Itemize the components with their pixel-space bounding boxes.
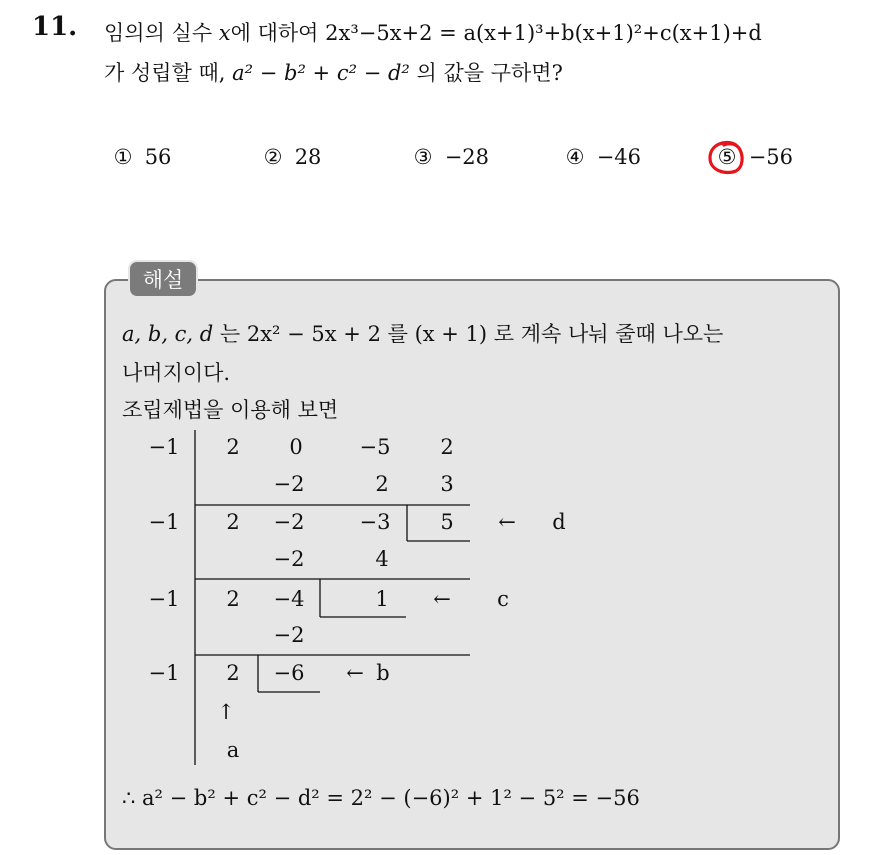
question-intro: 임의의 실수 — [104, 21, 219, 45]
r1-c3: −5 — [359, 435, 391, 459]
r3-c2: −2 — [273, 510, 305, 534]
arrow-b: ← — [346, 661, 364, 685]
arrow-c: ← — [433, 587, 451, 611]
choice-3-number: ③ — [413, 145, 433, 169]
problem-number: 11. — [32, 12, 78, 42]
solution-tab: 해설 — [128, 260, 198, 298]
r3-c4: 5 — [440, 510, 454, 534]
arrow-a: ↑ — [217, 700, 235, 724]
question-prefix: 가 성립할 때, — [104, 61, 233, 85]
question-suffix: 의 값을 구하면? — [409, 61, 563, 85]
question-equation: 2x³−5x+2 = a(x+1)³+b(x+1)²+c(x+1)+d — [325, 21, 762, 45]
r3-c3: −3 — [359, 510, 391, 534]
r2-c3: 2 — [375, 472, 389, 496]
divisor-1: −1 — [148, 435, 180, 459]
divisor-2: −1 — [148, 510, 180, 534]
choice-2-number: ② — [263, 145, 283, 169]
r3-c1: 2 — [226, 510, 240, 534]
divisor-3: −1 — [148, 587, 180, 611]
r7-c2: −6 — [273, 661, 305, 685]
choice-4-value: −46 — [596, 145, 642, 169]
choice-1-number: ① — [113, 145, 133, 169]
question-after-x: 에 대하여 — [230, 21, 326, 45]
label-c: c — [497, 587, 509, 611]
choice-1-value: 56 — [144, 145, 172, 169]
question-expression: a² − b² + c² − d² — [232, 61, 410, 85]
r5-c3: 1 — [375, 587, 389, 611]
arrow-d: ← — [498, 510, 516, 534]
r2-c4: 3 — [440, 472, 454, 496]
r1-c1: 2 — [226, 435, 240, 459]
label-b: b — [376, 661, 390, 685]
solution-variables: a, b, c, d — [122, 322, 214, 346]
r1-c2: 0 — [289, 435, 303, 459]
choice-5-number: ⑤ — [717, 145, 737, 169]
r2-c2: −2 — [273, 472, 305, 496]
choice-3-value: −28 — [444, 145, 490, 169]
r6-c2: −2 — [273, 623, 305, 647]
r4-c3: 4 — [375, 547, 389, 571]
choice-5-value: −56 — [748, 145, 794, 169]
divisor-4: −1 — [148, 661, 180, 685]
solution-line-2: 나머지이다. — [122, 361, 231, 385]
r5-c2: −4 — [273, 587, 305, 611]
solution-conclusion: ∴ a² − b² + c² − d² = 2² − (−6)² + 1² − 5² = −56 — [122, 786, 640, 810]
r5-c1: 2 — [226, 587, 240, 611]
r1-c4: 2 — [440, 435, 454, 459]
label-d: d — [552, 510, 566, 534]
solution-line-1-text: 는 2x² − 5x + 2 를 (x + 1) 로 계속 나눠 줄때 나오는 — [213, 322, 724, 346]
solution-line-3: 조립제법을 이용해 보면 — [122, 398, 339, 422]
r4-c2: −2 — [273, 547, 305, 571]
r7-c1: 2 — [226, 661, 240, 685]
question-variable-x: x — [218, 21, 231, 45]
choice-2-value: 28 — [294, 145, 322, 169]
choice-4-number: ④ — [565, 145, 585, 169]
label-a: a — [226, 738, 240, 762]
